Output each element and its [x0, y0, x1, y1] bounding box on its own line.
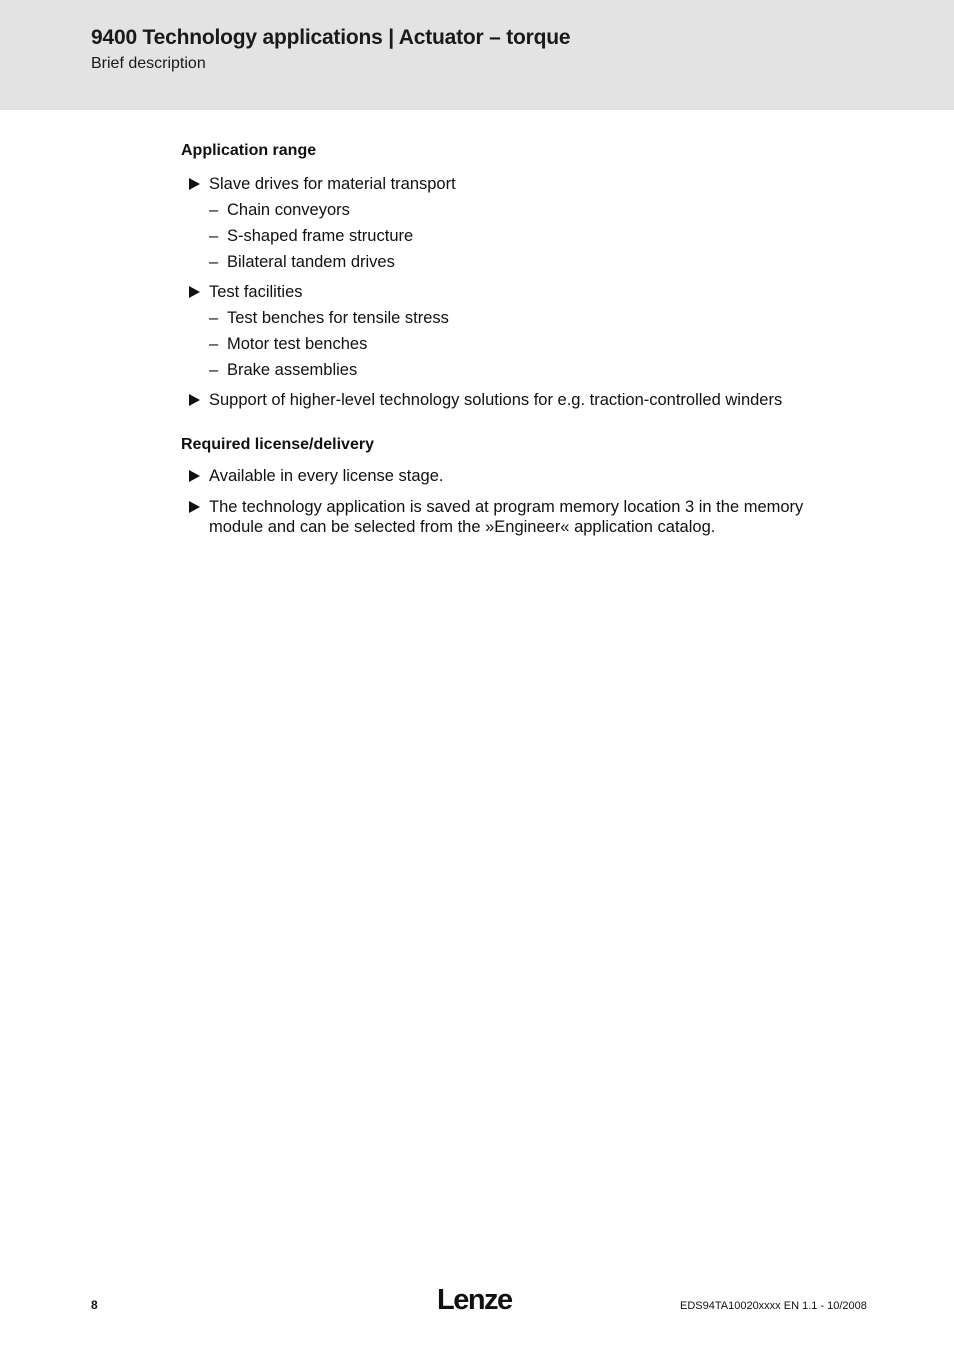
triangle-bullet-icon: [189, 470, 200, 482]
page-header: [0, 0, 954, 110]
sub-list-item-text: S-shaped frame structure: [227, 227, 414, 245]
triangle-bullet-icon: [189, 286, 200, 298]
sub-list-item-text: Test benches for tensile stress: [227, 309, 449, 327]
sub-list: [209, 308, 861, 380]
sub-list-item-text: Motor test benches: [227, 335, 368, 353]
dash-icon: –: [209, 227, 219, 245]
document-title: 9400 Technology applications | Actuator – torque: [91, 26, 571, 49]
logo-text: Lenze: [437, 1284, 512, 1316]
section-heading-required-license: Required license/delivery: [181, 436, 374, 453]
sub-list-item-text: Bilateral tandem drives: [227, 253, 395, 271]
list-item: [181, 497, 861, 537]
list-item-text: Available in every license stage.: [209, 467, 444, 485]
list-item: [181, 390, 861, 410]
sub-list-item-text: Brake assemblies: [227, 361, 358, 379]
triangle-bullet-icon: [189, 394, 200, 406]
sub-list-item: [209, 308, 861, 328]
page-number: 8: [91, 1298, 98, 1312]
page-content: [181, 140, 861, 537]
triangle-bullet-icon: [189, 501, 200, 513]
list-item: [181, 174, 861, 272]
application-range-list: [181, 174, 861, 410]
dash-icon: –: [209, 201, 219, 219]
sub-list: [209, 200, 861, 272]
list-item: [181, 282, 861, 380]
sub-list-item: [209, 200, 861, 220]
document-id: EDS94TA10020xxxx EN 1.1 - 10/2008: [680, 1300, 867, 1312]
list-item-text: Slave drives for material transport: [209, 175, 456, 193]
dash-icon: –: [209, 309, 219, 327]
sub-list-item-text: Chain conveyors: [227, 201, 350, 219]
list-item-text: Support of higher-level technology solutions for e.g. traction-controlled winders: [209, 391, 783, 409]
lenze-logo: [437, 1284, 517, 1316]
triangle-bullet-icon: [189, 178, 200, 190]
chapter-subtitle: Brief description: [91, 55, 206, 72]
sub-list-item: [209, 252, 861, 272]
required-license-list: [181, 466, 861, 537]
list-item-text: Test facilities: [209, 283, 303, 301]
sub-list-item: [209, 334, 861, 354]
dash-icon: –: [209, 335, 219, 353]
list-item-text: The technology application is saved at program memory location 3 in the memory module and can be selected from the »Engineer« application catalog.: [209, 498, 804, 536]
sub-list-item: [209, 360, 861, 380]
section-heading-application-range: Application range: [181, 142, 317, 159]
dash-icon: –: [209, 253, 219, 271]
list-item: [181, 466, 861, 486]
dash-icon: –: [209, 361, 219, 379]
sub-list-item: [209, 226, 861, 246]
